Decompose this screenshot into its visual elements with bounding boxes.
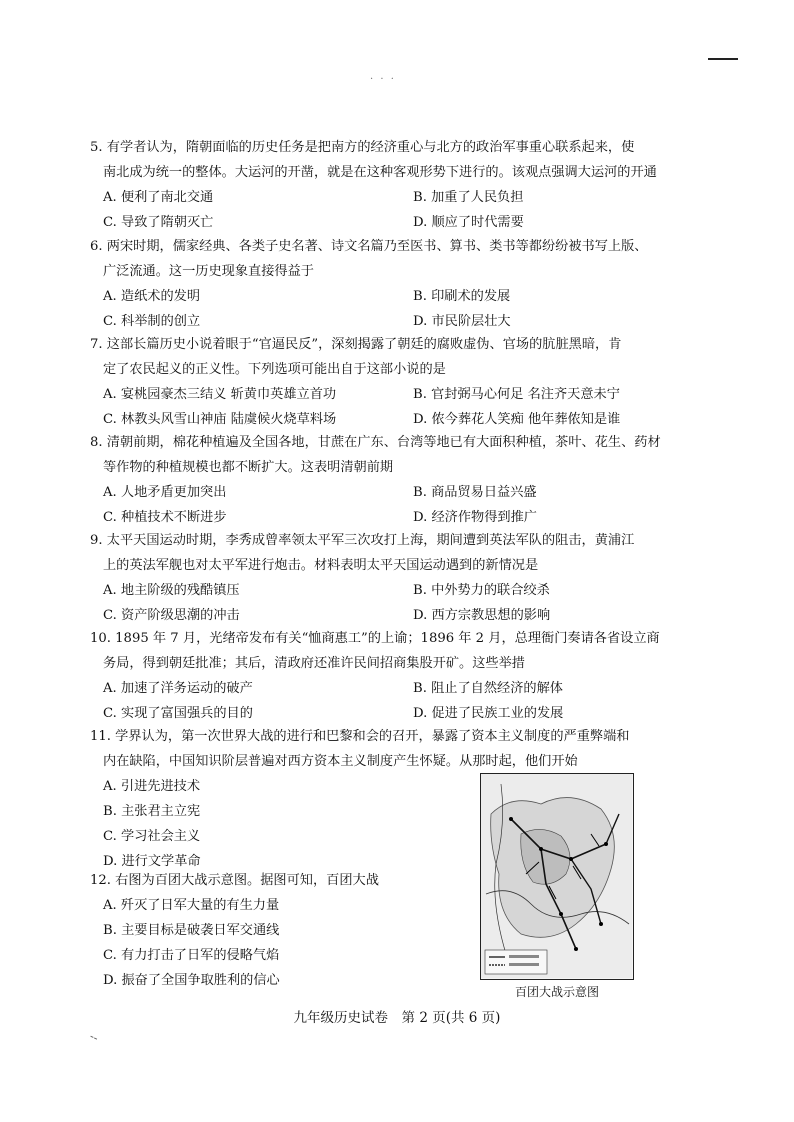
option-c: C. 种植技术不断进步 xyxy=(103,510,227,525)
question-text: 广泛流通。这一历史现象直接得益于 xyxy=(103,264,314,279)
question-text: 等作物的种植规模也都不断扩大。这表明清朝前期 xyxy=(103,460,394,475)
question-9 xyxy=(90,528,706,628)
option-a: A. 地主阶级的残酷镇压 xyxy=(103,583,240,598)
question-7 xyxy=(90,332,706,432)
option-a: A. 便利了南北交通 xyxy=(103,190,214,205)
question-text: 9. 太平天国运动时期，李秀成曾率领太平军三次攻打上海，期间遭到英法军队的阻击，黄浦江 xyxy=(90,533,635,548)
hundred-regiments-map xyxy=(480,773,634,980)
question-text: 南北成为统一的整体。大运河的开凿，就是在这种客观形势下进行的。该观点强调大运河的开通 xyxy=(103,165,657,180)
question-text: 8. 清朝前期，棉花种植遍及全国各地，甘蔗在广东、台湾等地已有大面积种植，茶叶、花生、药材 xyxy=(90,435,661,450)
option-a: A. 歼灭了日军大量的有生力量 xyxy=(103,898,280,913)
option-a: A. 引进先进技术 xyxy=(103,779,201,794)
option-c: C. 学习社会主义 xyxy=(103,829,201,844)
question-5 xyxy=(90,135,706,235)
option-b: B. 商品贸易日益兴盛 xyxy=(413,485,537,500)
question-text: 内在缺陷，中国知识阶层普遍对西方资本主义制度产生怀疑。从那时起，他们开始 xyxy=(103,754,578,769)
option-b: B. 主张君主立宪 xyxy=(103,804,201,819)
map-caption: 百团大战示意图 xyxy=(514,985,599,999)
option-b: B. 官封弼马心何足 名注齐天意未宁 xyxy=(413,387,620,402)
question-8 xyxy=(90,430,706,530)
map-drawing xyxy=(481,774,632,978)
page-footer: 九年级历史试卷 第 2 页(共 6 页) xyxy=(293,1010,501,1026)
option-d: D. 顺应了时代需要 xyxy=(413,215,524,230)
question-text: 上的英法军舰也对太平军进行炮击。材料表明太平天国运动遇到的新情况是 xyxy=(103,558,539,573)
option-d: D. 市民阶层壮大 xyxy=(413,314,511,329)
option-c: C. 林教头风雪山神庙 陆虞候火烧草料场 xyxy=(103,412,337,427)
question-text: 务局，得到朝廷批准；其后，清政府还准许民间招商集股开矿。这些举措 xyxy=(103,656,525,671)
option-d: D. 促进了民族工业的发展 xyxy=(413,706,564,721)
option-d: D. 西方宗教思想的影响 xyxy=(413,608,551,623)
question-10 xyxy=(90,626,706,726)
question-text: 6. 两宋时期，儒家经典、各类子史名著、诗文名篇乃至医书、算书、类书等都纷纷被书写上版、 xyxy=(90,239,648,254)
option-d: D. 经济作物得到推广 xyxy=(413,510,537,525)
scan-mark: ‐‐ xyxy=(87,1028,101,1046)
option-b: B. 主要目标是破袭日军交通线 xyxy=(103,923,280,938)
option-d: D. 振奋了全国争取胜利的信心 xyxy=(103,973,280,988)
top-right-dash xyxy=(708,58,738,60)
option-c: C. 有力打击了日军的侵略气焰 xyxy=(103,948,280,963)
scan-dots: · · · xyxy=(370,74,396,85)
question-text: 10. 1895 年 7 月，光绪帝发布有关“恤商惠工”的上谕；1896 年 2 月，总理衙门奏请各省设立商 xyxy=(90,631,660,646)
option-c: C. 资产阶级思潮的冲击 xyxy=(103,608,240,623)
question-text: 11. 学界认为，第一次世界大战的进行和巴黎和会的召开，暴露了资本主义制度的严重弊端和 xyxy=(90,729,630,744)
option-a: A. 造纸术的发明 xyxy=(103,289,201,304)
question-6 xyxy=(90,234,706,334)
option-b: B. 阻止了自然经济的解体 xyxy=(413,681,563,696)
option-d: D. 进行文学革命 xyxy=(103,854,201,869)
option-b: B. 中外势力的联合绞杀 xyxy=(413,583,550,598)
option-a: A. 人地矛盾更加突出 xyxy=(103,485,227,500)
question-text: 12. 右图为百团大战示意图。据图可知，百团大战 xyxy=(90,873,379,888)
option-b: B. 加重了人民负担 xyxy=(413,190,524,205)
option-c: C. 导致了隋朝灭亡 xyxy=(103,215,214,230)
option-a: A. 宴桃园豪杰三结义 斩黄巾英雄立首功 xyxy=(103,387,337,402)
option-d: D. 侬今葬花人笑痴 他年葬侬知是谁 xyxy=(413,412,621,427)
option-b: B. 印刷术的发展 xyxy=(413,289,511,304)
option-a: A. 加速了洋务运动的破产 xyxy=(103,681,253,696)
question-text: 定了农民起义的正义性。下列选项可能出自于这部小说的是 xyxy=(103,362,446,377)
question-text: 7. 这部长篇历史小说着眼于“官逼民反”，深刻揭露了朝廷的腐败虚伪、官场的肮脏黑暗，肯 xyxy=(90,337,622,352)
option-c: C. 实现了富国强兵的目的 xyxy=(103,706,253,721)
option-c: C. 科举制的创立 xyxy=(103,314,201,329)
question-text: 5. 有学者认为，隋朝面临的历史任务是把南方的经济重心与北方的政治军事重心联系起来，使 xyxy=(90,140,635,155)
